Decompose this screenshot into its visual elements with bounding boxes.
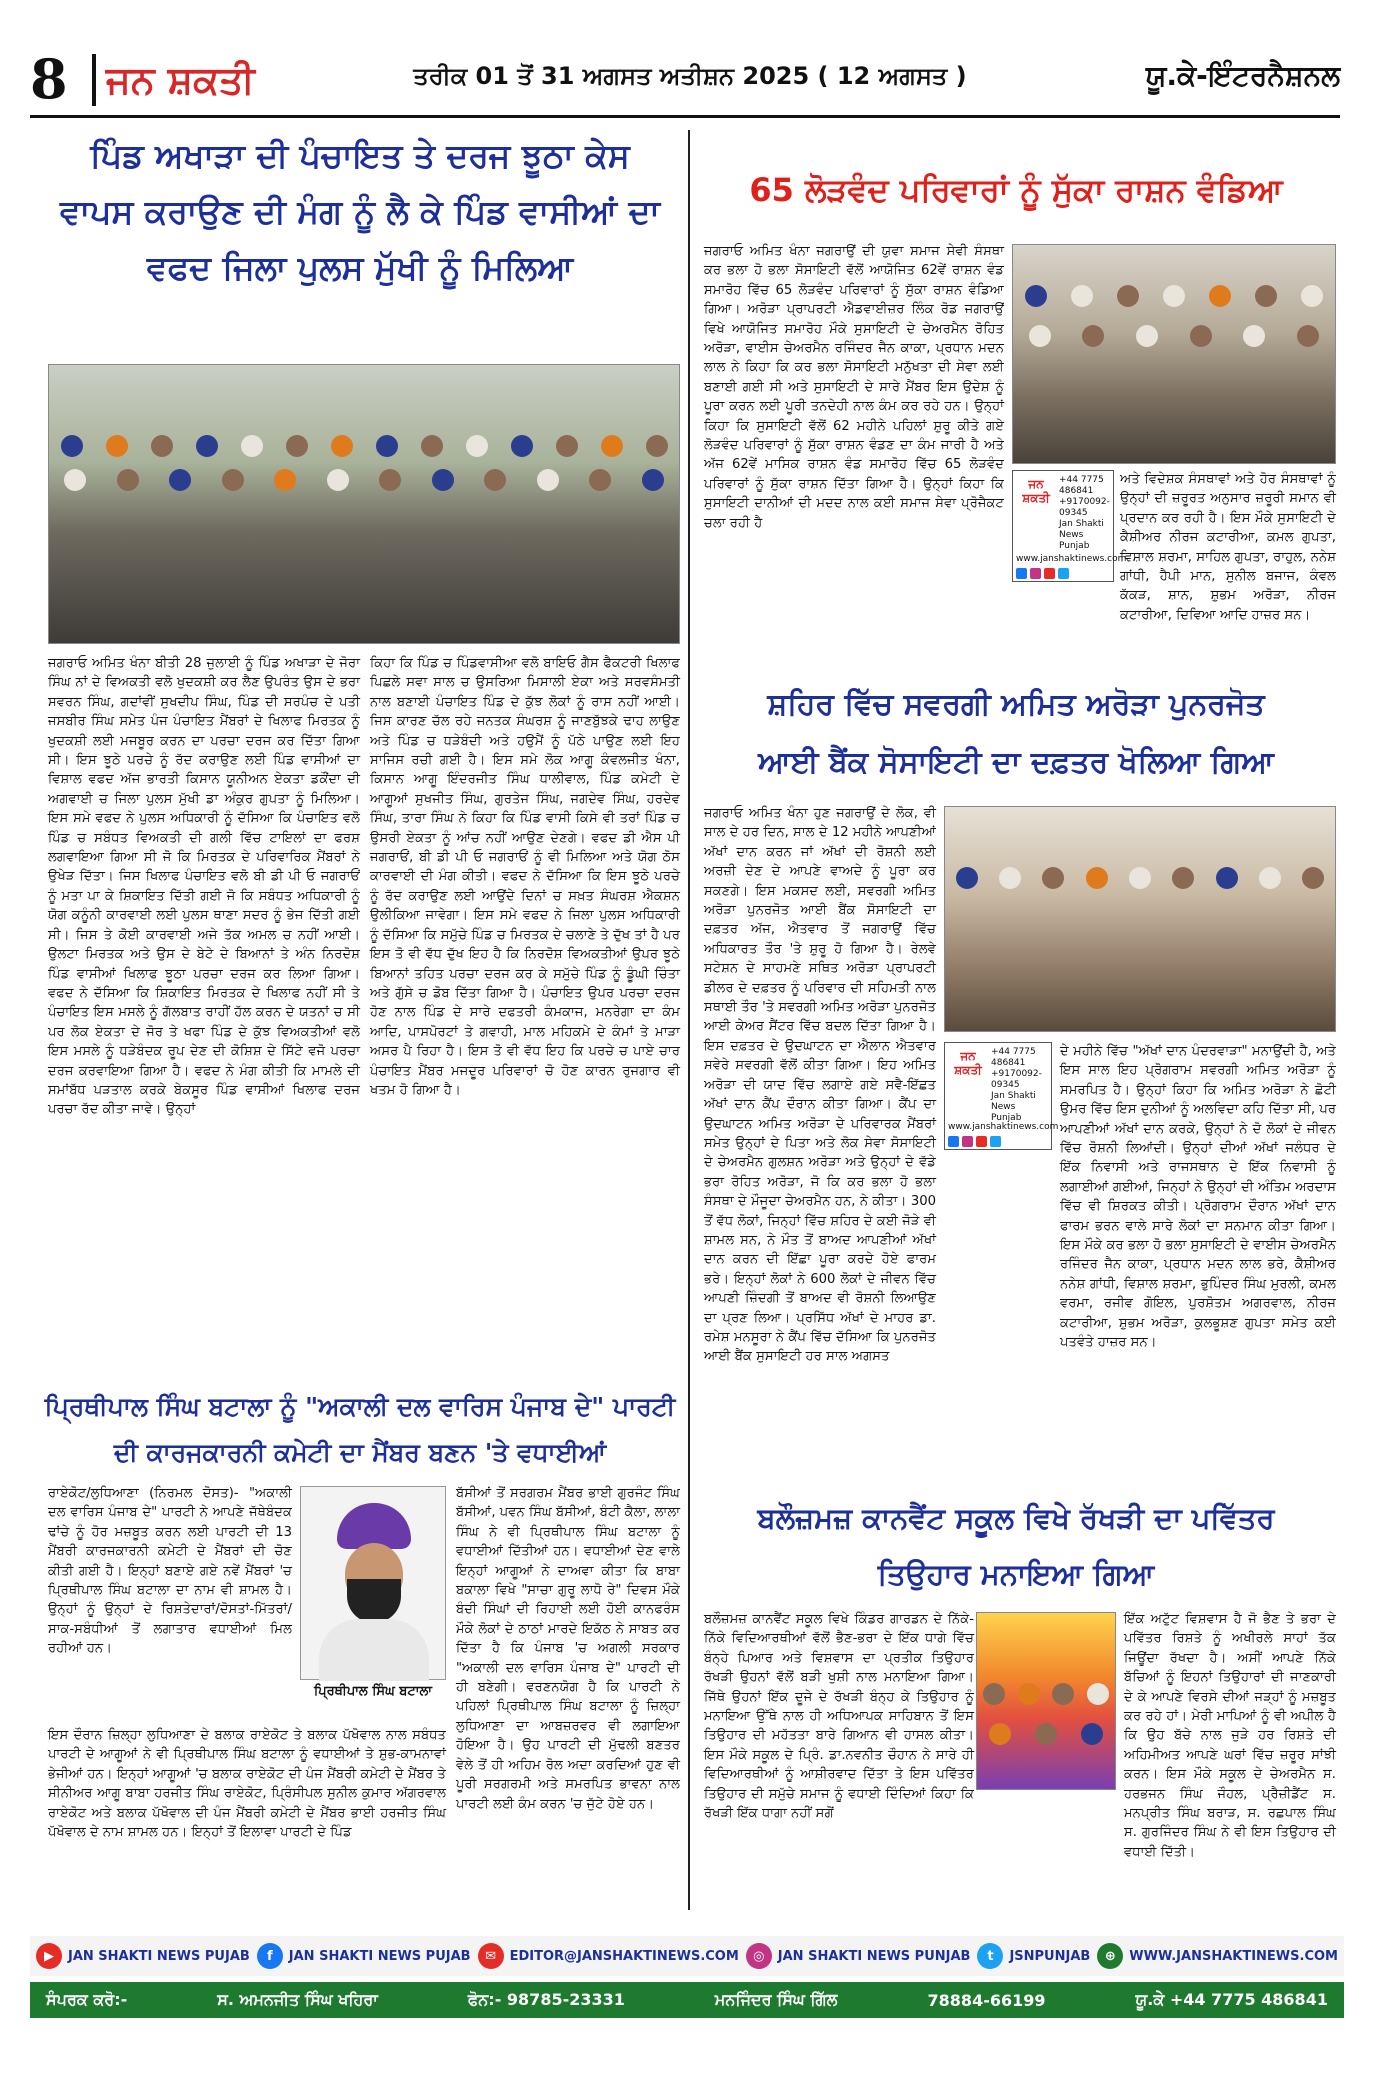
twitter-icon <box>990 1136 1001 1147</box>
contact-phone: ਫੋਨ:- 98785-23331 <box>467 1990 625 2009</box>
footer-social-label: EDITOR@JANSHAKTINEWS.COM <box>509 1948 739 1964</box>
article3-headline-line: ਆਈ ਬੈਂਕ ਸੋਸਾਇਟੀ ਦਾ ਦਫ਼ਤਰ ਖੋਲਿਆ ਗਿਆ <box>758 745 1274 780</box>
footer-social-instagram[interactable] <box>746 1943 971 1969</box>
ad-phone: +44 7775 486841 <box>991 1047 1036 1068</box>
article3-column-1: ਜਗਰਾਓ ਅਮਿਤ ਖੰਨਾ ਹੁਣ ਜਗਰਾਉਂ ਦੇ ਲੋਕ, ਵੀ ਸਾਲ ਦੇ ਹਰ ਦਿਨ, ਸਾਲ ਦੇ 12 ਮਹੀਨੇ ਆਪਣੀਆਂ ਅੱਖਾਂ ਦਾਨ ਕਰਨ ਜਾਂ ਅੱਖਾਂ ਦੀ ਰੋਸ਼ਨੀ ਲਈ ਅਰਜ਼ੀ ਦੇਣ ਦੇ ਆਪਣੇ ਵਾਅਦੇ ਨੂੰ ਪੂਰਾ ਕਰ ਸਕਣਗੇ। ਇਸ ਮਕਸਦ ਲਈ, ਸਵਰਗੀ ਅਮਿਤ ਅਰੋੜਾ ਪੁਨਰਜੋਤ ਆਈ ਬੈਂਕ ਸੋਸਾਇਟੀ ਦਾ ਦਫ਼ਤਰ ਅੱਜ, ਐਤਵਾਰ ਤੋਂ ਜਗਰਾਉਂ ਵਿੱਚ ਅਧਿਕਾਰਤ ਤੌਰ 'ਤੇ ਸ਼ੁਰੂ ਹੋ ਗਿਆ ਹੈ। ਰੇਲਵੇ ਸਟੇਸ਼ਨ ਦੇ ਸਾਹਮਣੇ ਸਥਿਤ ਅਰੋੜਾ ਪ੍ਰਾਪਰਟੀ ਡੀਲਰ ਦੇ ਦਫ਼ਤਰ ਨੂੰ ਪਰਿਵਾਰ ਦੀ ਸਹਿਮਤੀ ਨਾਲ ਸਥਾਈ ਤੌਰ 'ਤੇ ਸਵਰਗੀ ਅਮਿਤ ਅਰੋੜਾ ਪੁਨਰਜੋਤ ਆਈ ਕੇਅਰ ਸੈਂਟਰ ਵਿੱਚ ਬਦਲ ਦਿੱਤਾ ਗਿਆ ਹੈ। ਇਸ ਦਫ਼ਤਰ ਦੇ ਉਦਘਾਟਨ ਦਾ ਐਲਾਨ ਐਤਵਾਰ ਸਵੇਰੇ ਸਵਰਗੀ ਵੱਲੋਂ ਕੀਤਾ ਗਿਆ। ਇਹ ਅਮਿਤ ਅਰੋੜਾ ਦੀ ਯਾਦ ਵਿੱਚ ਲਗਾਏ ਗਏ ਸਵੈ-ਇੱਛਤ ਅੱਖਾਂ ਦਾਨ ਕੈਂਪ ਦੌਰਾਨ ਕੀਤਾ ਗਿਆ। ਕੈਂਪ ਦਾ ਉਦਘਾਟਨ ਅਮਿਤ ਅਰੋੜਾ ਦੇ ਪਰਿਵਾਰਕ ਮੈਂਬਰਾਂ ਸਮੇਤ ਉਨ੍ਹਾਂ ਦੇ ਪਿਤਾ ਅਤੇ ਲੋਕ ਸੇਵਾ ਸੋਸਾਇਟੀ ਦੇ ਚੇਅਰਮੈਨ ਗੁਲਸ਼ਨ ਅਰੋੜਾ ਅਤੇ ਉਨ੍ਹਾਂ ਦੇ ਵੱਡੇ ਭਰਾ ਰੋਹਿਤ ਅਰੋੜਾ, ਜੋ ਕਿ ਕਰ ਭਲਾ ਹੋ ਭਲਾ ਸੰਸਥਾ ਦੇ ਮੌਜੂਦਾ ਚੇਅਰਮੈਨ ਹਨ, ਨੇ ਕੀਤਾ। 300 ਤੋਂ ਵੱਧ ਲੋਕਾਂ, ਜਿਨ੍ਹਾਂ ਵਿੱਚ ਸ਼ਹਿਰ ਦੇ ਕਈ ਜੋੜੇ ਵੀ ਸ਼ਾਮਲ ਸਨ, ਨੇ ਮੌਤ ਤੋਂ ਬਾਅਦ ਆਪਣੀਆਂ ਅੱਖਾਂ ਦਾਨ ਕਰਨ ਦੀ ਇੱਛਾ ਪੂਰਾ ਕਰਦੇ ਹੋਏ ਫਾਰਮ ਭਰੇ। ਇਨ੍ਹਾਂ ਲੋਕਾਂ ਨੇ 600 ਲੋਕਾਂ ਦੇ ਜੀਵਨ ਵਿੱਚ ਆਪਣੀ ਜ਼ਿੰਦਗੀ ਤੋਂ ਬਾਅਦ ਵੀ ਰੋਸ਼ਨੀ ਲਿਆਉਣ ਦਾ ਪ੍ਰਣ ਲਿਆ। ਪ੍ਰਸਿੱਧ ਅੱਖਾਂ ਦੇ ਮਾਹਰ ਡਾ. ਰਮੇਸ਼ ਮਨਸੂਰਾ ਨੇ ਕੈਂਪ ਵਿੱਚ ਦੱਸਿਆ ਕਿ ਪੁਨਰਜੋਤ ਆਈ ਬੈਂਕ ਸੁਸਾਇਟੀ ਹਰ ਸਾਲ ਅਗਸਤ <box>704 806 936 1365</box>
article4-column-1b: ਇਸ ਦੌਰਾਨ ਜ਼ਿਲ੍ਹਾ ਲੁਧਿਆਣਾ ਦੇ ਬਲਾਕ ਰਾਏਕੋਟ ਤੇ ਬਲਾਕ ਪੱਖੋਵਾਲ ਨਾਲ ਸਬੰਧਤ ਪਾਰਟੀ ਦੇ ਆਗੂਆਂ ਨੇ ਵੀ ਪ੍ਰਿਥੀਪਾਲ ਸਿੰਘ ਬਟਾਲਾ ਨੂੰ ਵਧਾਈਆਂ ਤੇ ਸ਼ੁਭ-ਕਾਮਨਾਵਾਂ ਭੇਜੀਆਂ ਹਨ। ਇਨ੍ਹਾਂ ਆਗੂਆਂ 'ਚ ਬਲਾਕ ਰਾਏਕੋਟ ਦੀ ਪੰਜ ਮੈਂਬਰੀ ਕਮੇਟੀ ਦੇ ਮੈਂਬਰ ਤੇ ਸੀਨੀਅਰ ਆਗੂ ਬਾਬਾ ਹਰਜੀਤ ਸਿੰਘ ਰਾਏਕੋਟ, ਪ੍ਰਿੰਸੀਪਲ ਸੁਨੀਲ ਕੁਮਾਰ ਅੱਗਰਵਾਲ ਰਾਏਕੋਟ ਅਤੇ ਬਲਾਕ ਪੱਖੋਵਾਲ ਦੀ ਪੰਜ ਮੈਂਬਰੀ ਕਮੇਟੀ ਦੇ ਮੈਂਬਰ ਭਾਈ ਹਰਜੀਤ ਸਿੰਘ ਪੱਖੋਵਾਲ ਦੇ ਨਾਮ ਸ਼ਾਮਲ ਹਨ। ਇਨ੍ਹਾਂ ਤੋਂ ਇਲਾਵਾ ਪਾਰਟੀ ਦੇ ਪਿੰਡ <box>48 1728 447 1841</box>
footer-social-website[interactable] <box>1097 1943 1338 1969</box>
footer-social-label: JAN SHAKTI NEWS PUJAB <box>68 1948 250 1964</box>
article1-photo <box>48 364 680 644</box>
article2-column-2: ਅਤੇ ਵਿਦੇਸ਼ਕ ਸੰਸਥਾਵਾਂ ਅਤੇ ਹੋਰ ਸੰਸਥਾਵਾਂ ਨੂੰ ਉਨ੍ਹਾਂ ਦੀ ਜ਼ਰੂਰਤ ਅਨੁਸਾਰ ਜ਼ਰੂਰੀ ਸਮਾਨ ਵੀ ਪ੍ਰਦਾਨ ਕਰ ਰਹੀ ਹੈ। ਇਸ ਮੌਕੇ ਸੁਸਾਇਟੀ ਦੇ ਕੈਸ਼ੀਅਰ ਨੀਰਜ ਕਟਾਰੀਆ, ਕਮਲ ਗੁਪਤਾ, ਵਿਸ਼ਾਲ ਸ਼ਰਮਾ, ਸਾਹਿਲ ਗੁਪਤਾ, ਰਾਹੁਲ, ਨਨੇਸ਼ ਗਾਂਧੀ, ਹੈਪੀ ਮਾਨ, ਸੁਨੀਲ ਬਜਾਜ, ਕੰਵਲ ਕੱਕੜ, ਸ਼ਾਨ, ਸ਼ੁਭਮ ਅਰੋੜਾ, ਨੀਰਜ ਕਟਾਰੀਆ, ਦਿਵਿਆ ਆਦਿ ਹਾਜ਼ਰ ਸਨ। <box>1120 472 1336 623</box>
contact-name: ਸ. ਅਮਨਜੀਤ ਸਿੰਘ ਖਹਿਰਾ <box>217 1990 378 2009</box>
contact-name: ਮਨਜਿੰਦਰ ਸਿੰਘ ਗਿੱਲ <box>714 1990 838 2009</box>
facebook-icon <box>1016 568 1027 579</box>
article3-headline-line: ਸ਼ਹਿਰ ਵਿੱਚ ਸਵਰਗੀ ਅਮਿਤ ਅਰੋੜਾ ਪੁਨਰਜੋਤ <box>767 687 1265 722</box>
article5-column-1: ਬਲੌਜ਼ਮਜ਼ ਕਾਨਵੈਂਟ ਸਕੂਲ ਵਿਖੇ ਕਿੰਡਰ ਗਾਰਡਨ ਦੇ ਨਿੱਕੇ-ਨਿੱਕੇ ਵਿਦਿਆਰਥੀਆਂ ਵੱਲੋਂ ਭੈਣ-ਭਰਾ ਦੇ ਇੱਕ ਧਾਗੇ ਵਿੱਚ ਬੰਨ੍ਹੇ ਪਿਆਰ ਅਤੇ ਵਿਸ਼ਵਾਸ ਦਾ ਪ੍ਰਤੀਕ ਤਿਉਹਾਰ ਰੱਖੜੀ ਉਹਨਾਂ ਵੱਲੋਂ ਬੜੀ ਖੁਸ਼ੀ ਨਾਲ ਮਨਾਇਆ ਗਿਆ। ਜਿੱਥੇ ਉਹਨਾਂ ਇੱਕ ਦੂਜੇ ਦੇ ਰੱਖੜੀ ਬੰਨ੍ਹ ਕੇ ਤਿਉਹਾਰ ਨੂੰ ਮਨਾਇਆ ਉੱਥੇ ਨਾਲ ਹੀ ਅਧਿਆਪਕ ਸਾਹਿਬਾਨ ਤੋਂ ਇਸ ਤਿਉਹਾਰ ਦੀ ਮਹੱਤਤਾ ਬਾਰੇ ਗਿਆਨ ਵੀ ਹਾਸਲ ਕੀਤਾ। ਇਸ ਮੌਕੇ ਸਕੂਲ ਦੇ ਪ੍ਰਿੰ. ਡਾ.ਨਵਨੀਤ ਚੌਹਾਨ ਨੇ ਸਾਰੇ ਹੀ ਵਿਦਿਆਰਥੀਆਂ ਨੂੰ ਆਸ਼ੀਰਵਾਦ ਦਿੱਤਾ ਤੇ ਇਸ ਪਵਿੱਤਰ ਤਿਉਹਾਰ ਦੀ ਸਮੁੱਚੇ ਸਮਾਜ ਨੂੰ ਵਧਾਈ ਦਿੰਦਿਆਂ ਕਿਹਾ ਕਿ ਰੱਖੜੀ ਇੱਕ ਧਾਗਾ ਨਹੀਂ ਸਗੋਂ <box>704 1612 974 1822</box>
article5-headline <box>696 1490 1336 1602</box>
article5-headline-line: ਤਿਉਹਾਰ ਮਨਾਇਆ ਗਿਆ <box>877 1557 1155 1591</box>
contact-label: ਸੰਪਰਕ ਕਰੋ:- <box>46 1990 128 2009</box>
article1-column-2: ਕਿਹਾ ਕਿ ਪਿੰਡ ਚ ਪਿੰਡਵਾਸੀਆ ਵਲੋ ਬਾਇਓ ਗੈਸ ਫੈਕਟਰੀ ਖਿਲਾਫ ਪਿਛਲੇ ਸਵਾ ਸਾਲ ਚ ਉਸਰਿਆ ਮਿਸਾਲੀ ਏਕਾ ਅਤੇ ਸਰਵਸੰਮਤੀ ਨਾਲ ਬਣਾਈ ਪੰਚਾਇਤ ਪਿੰਡ ਦੇ ਕੁੱਝ ਲੋਕਾਂ ਨੂੰ ਰਾਸ ਨਹੀਂ ਆਈ। ਜਿਸ ਕਾਰਣ ਚੱਲ ਰਹੇ ਜਨਤਕ ਸੰਘਰਸ਼ ਨੂੰ ਜਾਣਬੁੱਝਕੇ ਢਾਹ ਲਾਉਣ ਅਤੇ ਪਿੰਡ ਚ ਧੜੇਬੰਦੀ ਅਤੇ ਹਉਮੈਂ ਨੂੰ ਪੱਠੇ ਪਾਉਣ ਲਈ ਇਹ ਸਾਜਿਸ ਰਚੀ ਗਈ ਹੈ। ਇਸ ਸਮੇ ਲੋਕ ਆਗੂ ਕੰਵਲਜੀਤ ਖੰਨਾ, ਕਿਸਾਨ ਆਗੂ ਇੰਦਰਜੀਤ ਸਿੰਘ ਧਾਲੀਵਾਲ, ਪਿੰਡ ਕਮੇਟੀ ਦੇ ਆਗੂਆਂ ਸੁਖਜੀਤ ਸਿੰਘ, ਗੁਰਤੇਜ ਸਿੰਘ, ਜਗਦੇਵ ਸਿੰਘ, ਹਰਦੇਵ ਸਿੰਘ, ਤਾਰਾ ਸਿੰਘ ਨੇ ਕਿਹਾ ਕਿ ਪਿੰਡ ਵਾਸੀ ਕਿਸੇ ਵੀ ਤਰਾਂ ਪਿੰਡ ਚ ਉਸਰੀ ਏਕਤਾ ਨੂੰ ਆਂਚ ਨਹੀਂ ਆਉਣ ਦੇਣਗੇ। ਵਫਦ ਡੀ ਐਸ ਪੀ ਜਗਰਾਓਂ, ਬੀ ਡੀ ਪੀ ਓ ਜਗਰਾਓਂ ਨੂੰ ਵੀ ਮਿਲਿਆ ਅਤੇ ਯੋਗ ਠੋਸ ਕਾਰਵਾਈ ਦੀ ਮੰਗ ਕੀਤੀ। ਵਫਦ ਨੇ ਦੱਸਿਆ ਕਿ ਇਸ ਝੂਠੇ ਪਰਚੇ ਨੂੰ ਰੱਦ ਕਰਾਉਣ ਲਈ ਆਉਂਦੇ ਦਿਨਾਂ ਚ ਸਖ਼ਤ ਸੰਘਰਸ਼ ਐਕਸ਼ਨ ਉਲੀਕਿਆ ਜਾਵੇਗਾ। ਇਸ ਸਮੇ ਵਫਦ ਨੇ ਜਿਲਾ ਪੁਲਸ ਅਧਿਕਾਰੀ ਨੂੰ ਦੱਸਿਆ ਕਿ ਸਮੁੱਚੇ ਪਿੰਡ ਚ ਮਿਰਤਕ ਦੇ ਚਲਾਣੇ ਤੇ ਦੁੱਖ ਤਾਂ ਹੈ ਪਰ ਇਸ ਤੋ ਵੀ ਵੱਧ ਦੁੱਖ ਇਹ ਹੈ ਕਿ ਨਿਰਦੋਸ਼ ਵਿਅਕਤੀਆਂ ਉਪਰ ਝੂਠੇ ਬਿਆਨਾਂ ਤਹਿਤ ਪਰਚਾ ਦਰਜ ਕਰ ਕੇ ਸਮੁੱਚੇ ਪਿੰਡ ਨੂੰ ਡੂੰਘੀ ਚਿੰਤਾ ਅਤੇ ਗੁੱਸੇ ਚ ਡੋਬ ਦਿੱਤਾ ਗਿਆ ਹੈ। ਪੰਚਾਇਤ ਉਪਰ ਪਰਚਾ ਦਰਜ ਹੋਣ ਨਾਲ ਪਿੰਡ ਦੇ ਸਾਰੇ ਦਫਤਰੀ ਕੰਮਕਾਜ, ਮਨਰੇਗਾ ਦਾ ਕੰਮ ਆਦਿ, ਪਾਸਪੋਰਟਾਂ ਤੇ ਗਵਾਹੀ, ਮਾਲ ਮਹਿਕਮੇ ਦੇ ਕੰਮਾਂ ਤੇ ਮਾੜਾ ਅਸਰ ਪੈ ਰਿਹਾ ਹੈ। ਇਸ ਤੋ ਵੀ ਵੱਧ ਇਹ ਕਿ ਪਰਚੇ ਚ ਪਾਏ ਚਾਰ ਪੰਚਾਇਤ ਮੈਂਬਰ ਮਜਦੂਰ ਪਰਿਵਾਰਾਂ ਚੋ ਹੋਣ ਕਾਰਨ ਰੁਜਗਾਰ ਵੀ ਖਤਮ ਹੋ ਗਿਆ ਹੈ। <box>370 656 680 1098</box>
article4-headline-line: ਪ੍ਰਿਥੀਪਾਲ ਸਿੰਘ ਬਟਾਲਾ ਨੂੰ "ਅਕਾਲੀ ਦਲ ਵਾਰਿਸ ਪੰਜਾਬ ਦੇ" ਪਾਰਟੀ <box>44 1392 676 1421</box>
ad-name: Jan Shakti News Punjab <box>1059 519 1104 551</box>
article5-headline-line: ਬਲੌਜ਼ਮਜ਼ ਕਾਨਵੈਂਟ ਸਕੂਲ ਵਿਖੇ ਰੱਖੜੀ ਦਾ ਪਵਿੱਤਰ <box>757 1501 1275 1535</box>
ad-name: Jan Shakti News Punjab <box>991 1091 1036 1123</box>
article1-column-1: ਜਗਰਾਓ ਅਮਿਤ ਖੰਨਾ ਬੀਤੀ 28 ਜੁਲਾਈ ਨੂੰ ਪਿੰਡ ਅਖਾੜਾ ਦੇ ਜੋਰਾ ਸਿੰਘ ਨਾਂ ਦੇ ਵਿਅਕਤੀ ਵਲੋ ਖੁਦਕਸ਼ੀ ਕਰ ਲੈਣ ਉਪਰੰਤ ਉਸ ਦੇ ਭਰਾ ਸਵਰਨ ਸਿੰਘ, ਗਦਾਂਵੀਂ ਸੁਖਦੀਪ ਸਿੰਘ, ਪਿੰਡ ਦੀ ਸਰਪੰਚ ਦੇ ਪਤੀ ਜਸਬੀਰ ਸਿੰਘ ਸਮੇਤ ਪੰਜ ਪੰਚਾਇਤ ਮੈਂਬਰਾਂ ਦੇ ਖਿਲਾਫ ਮਿਰਤਕ ਨੂੰ ਖੁਦਕਸ਼ੀ ਲਈ ਮਜਬੂਰ ਕਰਨ ਦਾ ਪਰਚਾ ਦਰਜ ਕਰ ਦਿੱਤਾ ਗਿਆ ਸੀ। ਇਸ ਝੂਠੇ ਪਰਚੇ ਨੂੰ ਰੱਦ ਕਰਾਉਣ ਲਈ ਪਿੰਡ ਵਾਸੀਆਂ ਦਾ ਵਿਸ਼ਾਲ ਵਫਦ ਅੱਜ ਭਾਰਤੀ ਕਿਸਾਨ ਯੂਨੀਅਨ ਏਕਤਾ ਡਕੌਂਦਾ ਦੀ ਅਗਵਾਈ ਚ ਜਿਲਾ ਪੁਲਸ ਮੁੱਖੀ ਡਾ ਅੰਕੁਰ ਗੁਪਤਾ ਨੂੰ ਮਿਲਿਆ। ਇਸ ਸਮੇ ਵਫਦ ਨੇ ਪੁਲਸ ਅਧਿਕਾਰੀ ਨੂੰ ਦੱਸਿਆ ਕਿ ਪੰਚਾਇਤ ਵਲੋ ਪਿੰਡ ਚ ਸਬੰਧਤ ਵਿਅਕਤੀ ਦੀ ਗਲੀ ਵਿੱਚ ਟਾਇਲਾਂ ਦਾ ਫਰਸ਼ ਲਗਵਾਇਆ ਗਿਆ ਸੀ ਜੋ ਕਿ ਮਿਰਤਕ ਦੇ ਪਰਿਵਾਰਿਕ ਮੈਂਬਰਾਂ ਨੇ ਉਖੇੜ ਦਿੱਤਾ। ਜਿਸ ਖਿਲਾਫ ਪੰਚਾਇਤ ਵਲੋ ਬੀ ਡੀ ਪੀ ਓ ਜਗਰਾਓਂ ਨੂੰ ਮਤਾ ਪਾ ਕੇ ਸ਼ਿਕਾਇਤ ਦਿੱਤੀ ਗਈ ਜੋ ਕਿ ਸਬੰਧਤ ਅਧਿਕਾਰੀ ਨੂੰ ਯੋਗ ਕਨੂੰਨੀ ਕਾਰਵਾਈ ਲਈ ਪੁਲਸ ਥਾਣਾ ਸਦਰ ਨੂੰ ਭੇਜ ਦਿੱਤੀ ਗਈ ਸੀ। ਜਿਸ ਤੇ ਕੋਈ ਕਾਰਵਾਈ ਅਜੇ ਤੱਕ ਅਮਲ ਚ ਨਹੀਂ ਆਈ। ਉਲਟਾ ਮਿਰਤਕ ਅਤੇ ਉਸ ਦੇ ਬੇਟੇ ਦੇ ਬਿਆਨਾਂ ਤੇ ਅੰਨ ਨਿਰਦੋਸ਼ ਪਿੰਡ ਵਾਸੀਆਂ ਖਿਲਾਫ ਝੂਠਾ ਪਰਚਾ ਦਰਜ ਕਰ ਲਿਆ ਗਿਆ। ਵਫਦ ਨੇ ਦੱਸਿਆ ਕਿ ਸ਼ਿਕਾਇਤ ਮਿਰਤਕ ਦੇ ਖਿਲਾਫ ਨਹੀਂ ਸੀ ਤੇ ਪੰਚਾਇਤ ਇਸ ਮਸਲੇ ਨੂੰ ਗੱਲਬਾਤ ਰਾਹੀਂ ਹੱਲ ਕਰਨ ਦੇ ਯਤਨਾਂ ਚ ਸੀ ਪਰ ਲੋਕ ਏਕਤਾ ਦੇ ਜੋਰ ਤੇ ਖਫਾ ਪਿੰਡ ਦੇ ਕੁੱਝ ਵਿਅਕਤੀਆਂ ਵਲੋ ਇਸ ਮਸਲੇ ਨੂੰ ਧੜੇਬੰਦਕ ਰੂਪ ਦੇਣ ਦੀ ਕੋਸ਼ਿਸ਼ ਦੇ ਸਿੱਟੇ ਵਜੋ ਪਰਚਾ ਦਰਜ ਕਰਵਾਇਆ ਗਿਆ ਹੈ। ਵਫਦ ਨੇ ਮੰਗ ਕੀਤੀ ਕਿ ਮਾਮਲੇ ਦੀ ਸਮਾਂਬੱਧ ਪੜਤਾਲ ਕਰਕੇ ਬੇਕਸੂਰ ਪਿੰਡ ਵਾਸੀਆਂ ਖਿਲਾਫ ਦਰਜ ਪਰਚਾ ਰੱਦ ਕੀਤਾ ਜਾਵੇ। ਉਨ੍ਹਾਂ <box>48 656 360 1118</box>
page-number: 8 <box>30 47 68 111</box>
instagram-icon <box>962 1136 973 1147</box>
ad-phone: +9170092-09345 <box>1059 497 1110 518</box>
youtube-icon <box>1044 568 1055 579</box>
section-title: ਯੂ.ਕੇ-ਇੰਟਰਨੈਸ਼ਨਲ <box>1145 59 1340 92</box>
newspaper-logo: ਜਨ ਸ਼ਕਤੀ <box>92 54 312 106</box>
article1-headline <box>40 128 680 296</box>
article4-portrait <box>300 1486 446 1680</box>
ad-box <box>944 1042 1059 1150</box>
ad-social-icons <box>1016 568 1069 579</box>
ad-logo: ਜਨ ਸ਼ਕਤੀ <box>1022 477 1050 505</box>
ad-site: www.janshaktinews.com <box>1016 554 1127 564</box>
article2-headline: 65 ਲੋੜਵੰਦ ਪਰਿਵਾਰਾਂ ਨੂੰ ਸੁੱਕਾ ਰਾਸ਼ਨ ਵੰਡਿਆ <box>749 171 1283 209</box>
article4-headline-line: ਦੀ ਕਾਰਜਕਾਰਨੀ ਕਮੇਟੀ ਦਾ ਮੈਂਬਰ ਬਣਨ 'ਤੇ ਵਧਾਈਆਂ <box>113 1438 607 1467</box>
contact-uk-phone: ਯੂ.ਕੇ +44 7775 486841 <box>1135 1990 1328 2009</box>
article1-headline-line: ਪਿੰਡ ਅਖਾੜਾ ਦੀ ਪੰਚਾਇਤ ਤੇ ਦਰਜ ਝੂਠਾ ਕੇਸ <box>90 136 630 175</box>
footer-social-email[interactable] <box>478 1943 739 1969</box>
article5-column-2: ਇੱਕ ਅਟੁੱਟ ਵਿਸ਼ਵਾਸ ਹੈ ਜੋ ਭੈਣ ਤੇ ਭਰਾ ਦੇ ਪਵਿੱਤਰ ਰਿਸ਼ਤੇ ਨੂੰ ਅਖੀਰਲੇ ਸਾਹਾਂ ਤੱਕ ਜਿਊਂਦਾ ਰੱਖਦਾ ਹੈ। ਅਸੀਂ ਆਪਣੇ ਨਿੱਕੇ ਬੱਚਿਆਂ ਨੂੰ ਇਹਨਾਂ ਤਿਉਹਾਰਾਂ ਦੀ ਜਾਣਕਾਰੀ ਦੇ ਕੇ ਆਪਣੇ ਵਿਰਸੇ ਦੀਆਂ ਜੜ੍ਹਾਂ ਨੂੰ ਮਜ਼ਬੂਤ ਕਰ ਰਹੇ ਹਾਂ। ਮੇਰੀ ਮਾਪਿਆਂ ਨੂੰ ਵੀ ਅਪੀਲ ਹੈ ਕਿ ਉਹ ਬੱਚੇ ਨਾਲ ਜੁੜੇ ਹਰ ਰਿਸ਼ਤੇ ਦੀ ਅਹਿਮੀਅਤ ਆਪਣੇ ਘਰਾਂ ਵਿੱਚ ਜ਼ਰੂਰ ਸਾਂਝੀ ਕਰਨ। ਇਸ ਮੌਕੇ ਸਕੂਲ ਦੇ ਚੇਅਰਮੈਨ ਸ. ਹਰਭਜਨ ਸਿੰਘ ਜੌਹਲ, ਪ੍ਰੈਜ਼ੀਡੈਂਟ ਸ. ਮਨਪ੍ਰੀਤ ਸਿੰਘ ਬਰਾੜ, ਸ. ਰਛਪਾਲ ਸਿੰਘ ਸ. ਗੁਰਜਿੰਦਰ ਸਿੰਘ ਨੇ ਵੀ ਇਸ ਤਿਉਹਾਰ ਦੀ ਵਧਾਈ ਦਿੱਤੀ। <box>1124 1612 1336 1860</box>
article5-photo <box>976 1612 1116 1790</box>
twitter-icon <box>1058 568 1069 579</box>
footer-social-label: WWW.JANSHAKTINEWS.COM <box>1129 1948 1338 1964</box>
youtube-icon <box>976 1136 987 1147</box>
article3-photo <box>944 806 1336 1032</box>
ad-text <box>991 1047 1048 1124</box>
footer-social-facebook[interactable] <box>257 1943 471 1969</box>
twitter-icon: t <box>977 1943 1003 1969</box>
column-divider <box>688 130 690 1910</box>
article3-headline <box>696 676 1336 792</box>
footer-social-youtube[interactable] <box>36 1943 250 1969</box>
beard-shape <box>347 1579 401 1623</box>
ad-box <box>1012 470 1127 582</box>
footer-social-label: JAN SHAKTI NEWS PUJAB <box>288 1948 471 1964</box>
ad-phone: +9170092-09345 <box>991 1069 1042 1090</box>
article4-headline <box>40 1384 680 1476</box>
dateline: ਤਰੀਕ 01 ਤੋਂ 31 ਅਗਸਤ ਅਤੀਸ਼ਨ 2025 ( 12 ਅਗਸਤ ) <box>413 62 967 90</box>
article4-column-1a: ਰਾਏਕੋਟ/ਲੁਧਿਆਣਾ (ਨਿਰਮਲ ਦੋਸਤ)- "ਅਕਾਲੀ ਦਲ ਵਾਰਿਸ ਪੰਜਾਬ ਦੇ" ਪਾਰਟੀ ਨੇ ਆਪਣੇ ਜੱਥੇਬੰਦਕ ਢਾਂਚੇ ਨੂੰ ਹੋਰ ਮਜ਼ਬੂਤ ਕਰਨ ਲਈ ਪਾਰਟੀ ਦੀ 13 ਮੈਂਬਰੀ ਕਾਰਜਕਾਰਨੀ ਕਮੇਟੀ ਦੇ ਮੈਂਬਰਾਂ ਦੀ ਚੋਣ ਕੀਤੀ ਗਈ ਹੈ। ਇਨ੍ਹਾਂ ਬਣਾਏ ਗਏ ਨਵੇਂ ਮੈਂਬਰਾਂ 'ਚ ਪ੍ਰਿਥੀਪਾਲ ਸਿੰਘ ਬਟਾਲਾ ਦਾ ਨਾਮ ਵੀ ਸ਼ਾਮਲ ਹੈ। ਉਨ੍ਹਾਂ ਨੂੰ ਉਨ੍ਹਾਂ ਦੇ ਰਿਸ਼ਤੇਦਾਰਾਂ/ਦੋਸਤਾਂ-ਮਿੱਤਰਾਂ/ਸਾਕ-ਸਬੰਧੀਆਂ ਤੋਂ ਲਗਾਤਾਰ ਵਧਾਈਆਂ ਮਿਲ ਰਹੀਆਂ ਹਨ। <box>48 1486 292 1657</box>
email-icon: ✉ <box>478 1943 504 1969</box>
footer-social-bar <box>30 1936 1344 1976</box>
article4-photo-caption: ਪ੍ਰਿਥੀਪਾਲ ਸਿੰਘ ਬਟਾਲਾ <box>314 1684 432 1699</box>
footer-social-twitter[interactable] <box>977 1943 1090 1969</box>
article4-column-2: ਬੱਸੀਆਂ ਤੋਂ ਸਰਗਰਮ ਮੈਂਬਰ ਭਾਈ ਗੁਰਜੰਟ ਸਿੰਘ ਬੱਸੀਆਂ, ਪਵਨ ਸਿੰਘ ਬੱਸੀਆਂ, ਬੰਟੀ ਕੈਲਾ, ਲਾਲਾ ਸਿੰਘ ਨੇ ਵੀ ਪ੍ਰਿਥੀਪਾਲ ਸਿੰਘ ਬਟਾਲਾ ਨੂੰ ਵਧਾਈਆਂ ਦਿੱਤੀਆਂ ਹਨ। ਵਧਾਈਆਂ ਦੇਣ ਵਾਲੇ ਇਨ੍ਹਾਂ ਆਗੂਆਂ ਨੇ ਦਾਅਵਾ ਕੀਤਾ ਕਿ ਬਾਬਾ ਬਕਾਲਾ ਵਿਖੇ "ਸਾਚਾ ਗੁਰੂ ਲਾਧੋ ਰੇ" ਦਿਵਸ ਮੌਕੇ ਬੰਦੀ ਸਿੰਘਾਂ ਦੀ ਰਿਹਾਈ ਲਈ ਹੋਈ ਕਾਨਫਰੰਸ ਮੌਕੇ ਲੋਕਾਂ ਦੇ ਠਾਠਾਂ ਮਾਰਦੇ ਇਕੱਠ ਨੇ ਸਾਬਤ ਕਰ ਦਿੱਤਾ ਹੈ ਕਿ ਪੰਜਾਬ 'ਚ ਅਗਲੀ ਸਰਕਾਰ "ਅਕਾਲੀ ਦਲ ਵਾਰਿਸ ਪੰਜਾਬ ਦੇ" ਪਾਰਟੀ ਦੀ ਹੀ ਬਣੇਗੀ। ਵਰਣਨਯੋਗ ਹੈ ਕਿ ਪਾਰਟੀ ਨੇ ਪਹਿਲਾਂ ਪ੍ਰਿਥੀਪਾਲ ਸਿੰਘ ਬਟਾਲਾ ਨੂੰ ਜ਼ਿਲ੍ਹਾ ਲੁਧਿਆਣਾ ਦਾ ਆਬਜ਼ਰਵਰ ਵੀ ਲਗਾਇਆ ਹੋਇਆ ਹੈ। ਉਹ ਪਾਰਟੀ ਦੀ ਮੁੱਢਲੀ ਬਣਤਰ ਵੇਲੇ ਤੋਂ ਹੀ ਅਹਿਮ ਰੋਲ ਅਦਾ ਕਰਦਿਆਂ ਹੁਣ ਵੀ ਪੂਰੀ ਸਰਗਰਮੀ ਅਤੇ ਸਮਰਪਿਤ ਭਾਵਨਾ ਨਾਲ ਪਾਰਟੀ ਲਈ ਕੰਮ ਕਰਨ 'ਚ ਜੁੱਟੇ ਹੋਏ ਹਨ। <box>456 1486 681 1812</box>
ad-phone: +44 7775 486841 <box>1059 475 1104 496</box>
facebook-icon: f <box>257 1943 283 1969</box>
contact-phone: 78884-66199 <box>927 1990 1046 2010</box>
ad-social-icons <box>948 1136 1001 1147</box>
instagram-icon <box>1030 568 1041 579</box>
ad-site: www.janshaktinews.com <box>948 1122 1059 1132</box>
ad-logo: ਜਨ ਸ਼ਕਤੀ <box>954 1049 982 1077</box>
article2-column-1: ਜਗਰਾਓ ਅਮਿਤ ਖੰਨਾ ਜਗਰਾਉਂ ਦੀ ਯੁਵਾ ਸਮਾਜ ਸੇਵੀ ਸੰਸਥਾ ਕਰ ਭਲਾ ਹੋ ਭਲਾ ਸੋਸਾਇਟੀ ਵੱਲੋਂ ਆਯੋਜਿਤ 62ਵੇਂ ਰਾਸ਼ਨ ਵੰਡ ਸਮਾਰੋਹ ਵਿੱਚ 65 ਲੋੜਵੰਦ ਪਰਿਵਾਰਾਂ ਨੂੰ ਸੁੱਕਾ ਰਾਸ਼ਨ ਵੰਡਿਆ ਗਿਆ। ਅਰੋੜਾ ਪ੍ਰਾਪਰਟੀ ਐਡਵਾਈਜ਼ਰ ਲਿੰਕ ਰੋਡ ਜਗਰਾਉਂ ਵਿਖੇ ਆਯੋਜਿਤ ਸਮਾਰੋਹ ਮੌਕੇ ਸੁਸਾਇਟੀ ਦੇ ਚੇਅਰਮੈਨ ਰੋਹਿਤ ਅਰੋੜਾ, ਵਾਈਸ ਚੇਅਰਮੈਨ ਰਜਿੰਦਰ ਜੈਨ ਕਾਕਾ, ਪ੍ਰਧਾਨ ਮਦਨ ਲਾਲ ਨੇ ਕਿਹਾ ਕਿ ਕਰ ਭਲਾ ਸੋਸਾਇਟੀ ਮਨੁੱਖਤਾ ਦੀ ਸੇਵਾ ਲਈ ਬਣਾਈ ਗਈ ਸੀ ਅਤੇ ਸੁਸਾਇਟੀ ਦੇ ਸਾਰੇ ਮੈਂਬਰ ਇਸ ਉਦੇਸ਼ ਨੂੰ ਪੂਰਾ ਕਰਨ ਲਈ ਪੂਰੀ ਤਨਦੇਹੀ ਨਾਲ ਕੰਮ ਕਰ ਰਹੇ ਹਨ। ਉਨ੍ਹਾਂ ਕਿਹਾ ਕਿ ਸੁਸਾਇਟੀ ਵੱਲੋਂ 62 ਮਹੀਨੇ ਪਹਿਲਾਂ ਸ਼ੁਰੂ ਕੀਤੇ ਗਏ ਲੋੜਵੰਦ ਪਰਿਵਾਰਾਂ ਨੂੰ ਸੁੱਕਾ ਰਾਸ਼ਨ ਵੰਡਣ ਦਾ ਕੰਮ ਜਾਰੀ ਹੈ ਅਤੇ ਅੱਜ 62ਵੇਂ ਮਾਸਿਕ ਰਾਸ਼ਨ ਵੰਡ ਸਮਾਰੋਹ ਵਿੱਚ 65 ਲੋੜਵੰਦ ਪਰਿਵਾਰਾਂ ਨੂੰ ਸੁੱਕਾ ਰਾਸ਼ਨ ਦਿੱਤਾ ਗਿਆ ਹੈ। ਉਨ੍ਹਾਂ ਕਿਹਾ ਕਿ ਸੁਸਾਇਟੀ ਦਾਨੀਆਂ ਦੀ ਮਦਦ ਨਾਲ ਕਈ ਸਮਾਜ ਸੇਵਾ ਪ੍ਰੋਜੈਕਟ ਚਲਾ ਰਹੀ ਹੈ <box>704 244 1004 531</box>
youtube-icon: ▶ <box>36 1943 62 1969</box>
article1-headline-line: ਵਫਦ ਜਿਲਾ ਪੁਲਸ ਮੁੱਖੀ ਨੂੰ ਮਿਲਿਆ <box>146 248 574 287</box>
footer-social-label: JSNPUNJAB <box>1009 1948 1091 1964</box>
shirt-shape <box>319 1619 429 1681</box>
instagram-icon: ◎ <box>746 1943 772 1969</box>
article3-column-2: ਦੇ ਮਹੀਨੇ ਵਿੱਚ "ਅੱਖਾਂ ਦਾਨ ਪੰਦਰਵਾੜਾ" ਮਨਾਉਂਦੀ ਹੈ, ਅਤੇ ਇਸ ਸਾਲ ਇਹ ਪ੍ਰੋਗਰਾਮ ਸਵਰਗੀ ਅਮਿਤ ਅਰੋੜਾ ਨੂੰ ਸਮਰਪਿਤ ਹੈ। ਉਨ੍ਹਾਂ ਕਿਹਾ ਕਿ ਅਮਿਤ ਅਰੋੜਾ ਨੇ ਛੋਟੀ ਉਮਰ ਵਿੱਚ ਇਸ ਦੁਨੀਆਂ ਨੂੰ ਅਲਵਿਦਾ ਕਹਿ ਦਿੱਤਾ ਸੀ, ਪਰ ਆਪਣੀਆਂ ਅੱਖਾਂ ਦਾਨ ਕਰਕੇ, ਉਨ੍ਹਾਂ ਨੇ ਦੋ ਲੋਕਾਂ ਦੇ ਜੀਵਨ ਵਿੱਚ ਰੋਸ਼ਨੀ ਲਿਆਂਦੀ। ਉਨ੍ਹਾਂ ਦੀਆਂ ਅੱਖਾਂ ਜਲੰਧਰ ਦੇ ਇੱਕ ਨਿਵਾਸੀ ਅਤੇ ਰਾਜਸਥਾਨ ਦੇ ਇੱਕ ਨਿਵਾਸੀ ਨੂੰ ਲਗਾਈਆਂ ਗਈਆਂ, ਜਿਨ੍ਹਾਂ ਨੇ ਉਨ੍ਹਾਂ ਦੀ ਅੰਤਿਮ ਅਰਦਾਸ ਵਿੱਚ ਵੀ ਸ਼ਿਰਕਤ ਕੀਤੀ। ਪ੍ਰੋਗਰਾਮ ਦੌਰਾਨ ਅੱਖਾਂ ਦਾਨ ਫਾਰਮ ਭਰਨ ਵਾਲੇ ਸਾਰੇ ਲੋਕਾਂ ਦਾ ਸਨਮਾਨ ਕੀਤਾ ਗਿਆ। ਇਸ ਮੌਕੇ ਕਰ ਭਲਾ ਹੋ ਭਲਾ ਸੁਸਾਇਟੀ ਦੇ ਵਾਈਸ ਚੇਅਰਮੈਨ ਰਜਿੰਦਰ ਜੈਨ ਕਾਕਾ, ਪ੍ਰਧਾਨ ਮਦਨ ਲਾਲ ਭਰੇ, ਕੈਸ਼ੀਅਰ ਨਨੇਸ਼ ਗਾਂਧੀ, ਵਿਸ਼ਾਲ ਸ਼ਰਮਾ, ਭੁਪਿੰਦਰ ਸਿੰਘ ਮੁਰਲੀ, ਕਮਲ ਵਰਮਾ, ਰਜੀਵ ਗੋਇਲ, ਪੁਰਸ਼ੋਤਮ ਅਗਰਵਾਲ, ਨੀਰਜ ਕਟਾਰੀਆ, ਸ਼ੁਭਮ ਅਰੋੜਾ, ਕੁਲਭੂਸ਼ਣ ਗੁਪਤਾ ਸਮੇਤ ਕਈ ਪਤਵੰਤੇ ਹਾਜ਼ਰ ਸਨ। <box>1060 1044 1336 1351</box>
footer-social-label: JAN SHAKTI NEWS PUNJAB <box>777 1948 971 1964</box>
facebook-icon <box>948 1136 959 1147</box>
article2-photo <box>1012 244 1336 464</box>
globe-icon: ⊕ <box>1097 1943 1123 1969</box>
footer-contact-bar <box>30 1982 1344 2018</box>
masthead <box>30 48 1340 118</box>
article1-headline-line: ਵਾਪਸ ਕਰਾਉਣ ਦੀ ਮੰਗ ਨੂੰ ਲੈ ਕੇ ਪਿੰਡ ਵਾਸੀਆਂ ਦਾ <box>60 192 660 231</box>
ad-text <box>1059 475 1110 552</box>
